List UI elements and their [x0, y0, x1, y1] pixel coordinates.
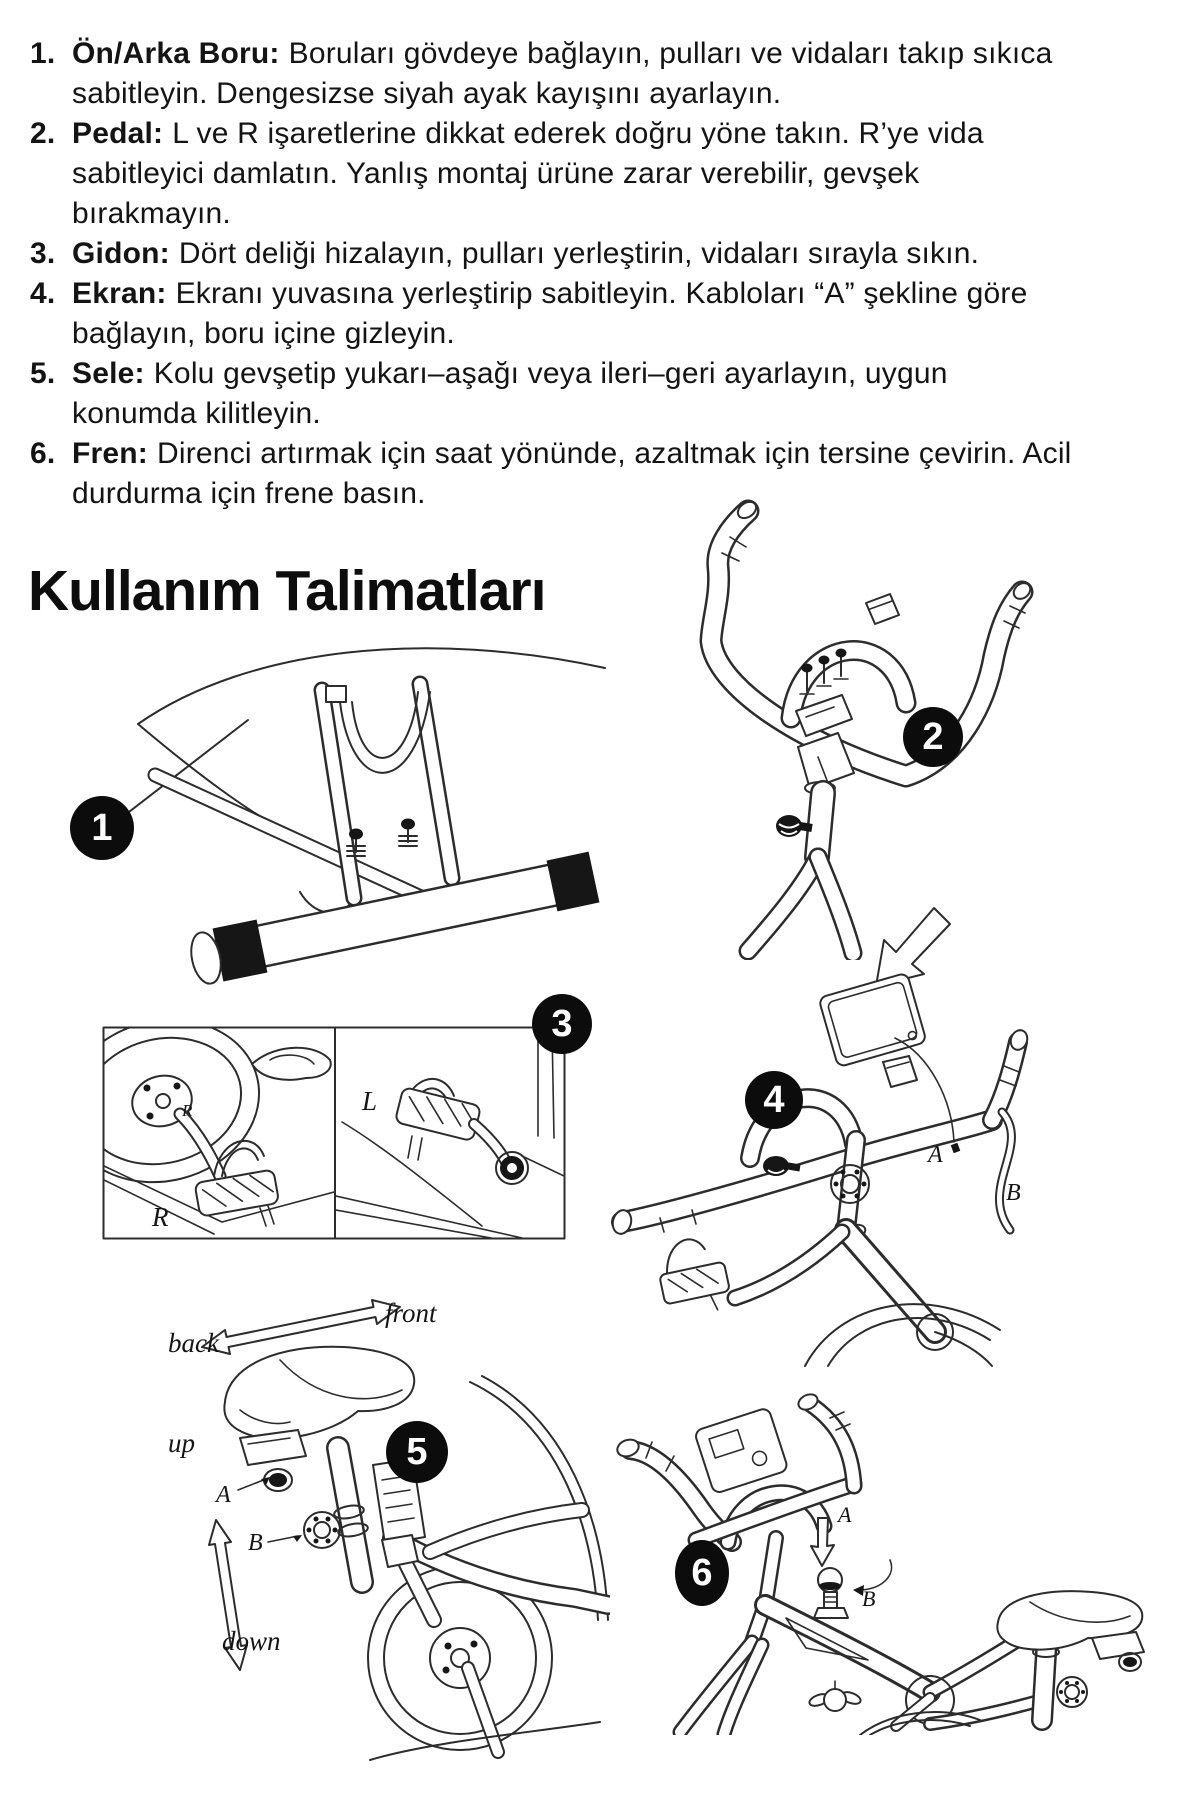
section-title: Kullanım Talimatları — [28, 559, 546, 623]
left-pedal-panel — [336, 1028, 564, 1240]
slider-clamp — [240, 1430, 306, 1491]
instruction-item-3 — [30, 234, 1140, 274]
seat-post — [333, 1448, 369, 1582]
step-term: Fren: — [72, 437, 148, 470]
step-term: Sele: — [72, 357, 145, 390]
figure-1-stabilizer-tube-drawing — [100, 640, 620, 1020]
front-back-arrow-icon — [202, 1300, 400, 1354]
step-badge-2: 2 — [903, 707, 963, 767]
step-text: Kolu gevşetip yukarı–aşağı veya ileri–geri ayarlayın, uygun konumda kilitleyin. — [72, 357, 948, 430]
crank-right-label: R — [182, 1101, 193, 1120]
stem-column — [805, 782, 835, 857]
step-number: 1. — [30, 37, 56, 70]
instruction-item-1 — [30, 34, 1072, 114]
seat-knob — [1057, 1677, 1087, 1707]
insert-arrow-icon — [876, 908, 950, 986]
saddle — [997, 1591, 1144, 1671]
right-end-cap — [552, 877, 594, 886]
frame — [680, 1538, 1048, 1735]
seat-b-label: B — [248, 1530, 263, 1556]
direction-up-label: up — [168, 1428, 195, 1458]
cable-b — [999, 1112, 1011, 1230]
step-number: 2. — [30, 117, 56, 150]
pedal-left-label: L — [362, 1086, 378, 1116]
step-badge-3: 3 — [532, 994, 592, 1054]
seat-a-label: A — [216, 1482, 231, 1508]
wing-bolt — [808, 1681, 862, 1711]
brake-b-label: B — [862, 1586, 876, 1611]
step-term: Ekran: — [72, 277, 167, 310]
direction-back-label: back — [168, 1328, 219, 1358]
step-badge-6: 6 — [675, 1540, 729, 1606]
step-number: 3. — [30, 237, 56, 270]
step-badge-1: 1 — [70, 796, 134, 860]
cable-a-label: A — [928, 1142, 943, 1168]
label-b-pointer — [268, 1536, 298, 1542]
handlebar — [610, 1028, 1030, 1236]
brake-a-label: A — [838, 1502, 852, 1527]
console-bracket-tab — [866, 594, 899, 624]
pedal-right-label: R — [152, 1202, 169, 1232]
cable-b-label: B — [1006, 1180, 1021, 1206]
step-term: Pedal: — [72, 117, 164, 150]
instruction-item-2 — [30, 114, 1072, 234]
step-text: Ekranı yuvasına yerleştirip sabitleyin. Kabloları “A” şekline göre bağlayın, boru içine gizleyin. — [72, 277, 1028, 350]
label-a-pointer — [238, 1479, 266, 1490]
figure-2-handlebar-drawing — [660, 495, 1080, 960]
step-number: 5. — [30, 357, 56, 390]
step-number: 6. — [30, 437, 56, 470]
instruction-list — [30, 34, 1140, 514]
step-term: Ön/Arka Boru: — [72, 37, 280, 70]
step-text: L ve R işaretlerine dikkat ederek doğru yöne takın. R’ye vida sabitleyici damlatın. Yanlış montaj ürüne zarar verebilir, gevşek bırakmayın. — [72, 117, 984, 230]
step-badge-4: 4 — [745, 1071, 803, 1129]
direction-front-label: front — [385, 1298, 437, 1328]
step-badge-5: 5 — [386, 1421, 448, 1483]
left-pedal-with-strap — [653, 1233, 733, 1320]
step-text: Boruları gövdeye bağlayın, pulları ve vidaları takıp sıkıca sabitleyin. Dengesizse siyah ayak kayışını ayarlayın. — [72, 37, 1053, 110]
figure-5-saddle-adjustment-drawing — [130, 1290, 610, 1765]
brake-knob — [814, 1568, 848, 1618]
left-end-cap — [218, 946, 262, 955]
adjust-knob — [304, 1512, 340, 1548]
stabilizer-tube — [187, 877, 594, 986]
saddle — [224, 1347, 414, 1439]
step-text: Direnci artırmak için saat yönünde, azaltmak için tersine çevirin. Acil durdurma için frene basın. — [72, 437, 1072, 510]
console-bracket — [883, 1056, 917, 1087]
figure-3-pedals-drawing — [102, 1026, 566, 1240]
step-term: Gidon: — [72, 237, 170, 270]
figure-4-console-drawing — [600, 900, 1090, 1370]
mounting-bolts — [347, 819, 417, 857]
direction-down-label: down — [222, 1626, 281, 1656]
right-pedal-panel — [102, 1026, 334, 1234]
console-display — [818, 973, 926, 1068]
step-text: Dört deliği hizalayın, pulları yerleştirin, vidaları sırayla sıkın. — [178, 237, 980, 270]
instruction-item-4 — [30, 274, 1072, 354]
handlebar-tube — [711, 499, 1033, 776]
step-number: 4. — [30, 277, 56, 310]
instruction-item-5 — [30, 354, 1072, 434]
console-display — [694, 1407, 789, 1494]
